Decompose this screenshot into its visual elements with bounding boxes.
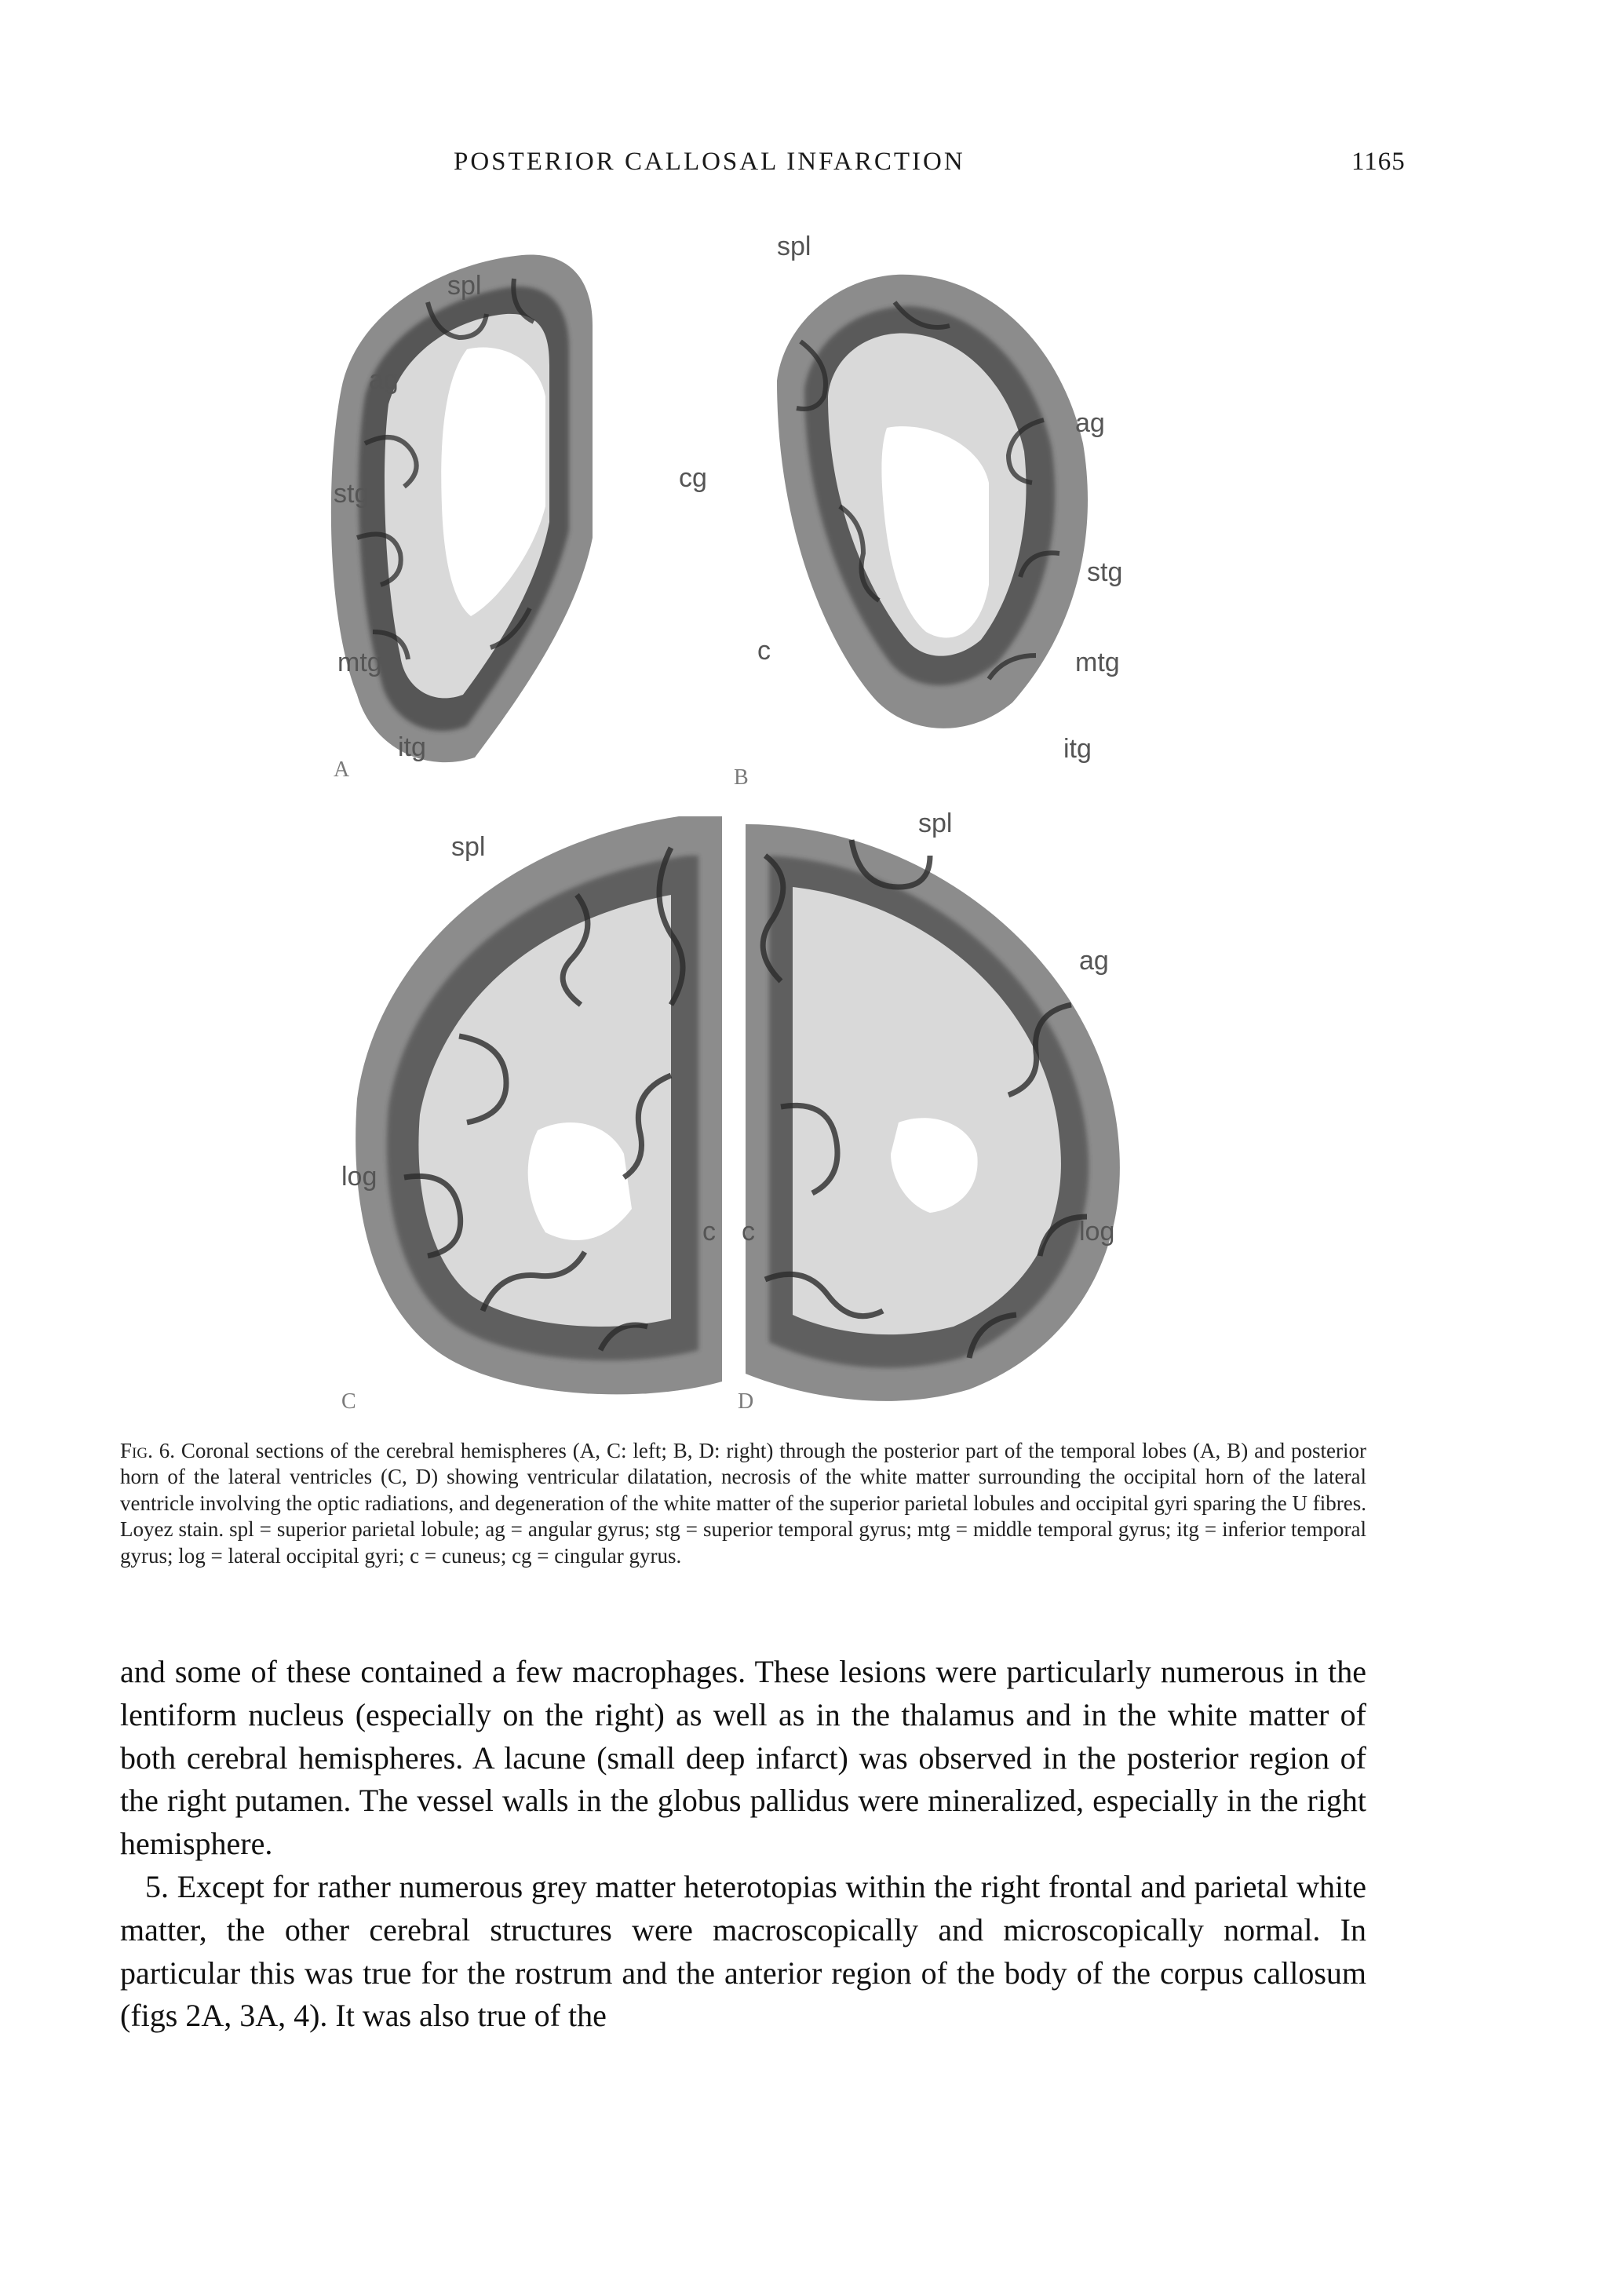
label-d-c: c: [742, 1217, 755, 1247]
running-head: [0, 148, 1601, 182]
panel-letter-a: A: [334, 757, 350, 782]
label-a-spl: spl: [447, 271, 482, 301]
label-b-c: c: [757, 636, 771, 666]
label-a-cg: cg: [679, 463, 707, 493]
paragraph-1: and some of these contained a few macrophages. These lesions were particularly numerous in the lentiform nucleus (especially on the right) as well as in the thalamus and in the white matter of both cerebral hemispheres. A lacune (small deep infarct) was observed in the posterior region of the right putamen. The vessel walls in the globus pallidus were mineralized, especially in the right hemisphere.: [120, 1654, 1366, 1862]
page-number: 1165: [1351, 148, 1406, 176]
label-b-stg: stg: [1087, 557, 1123, 587]
label-c-log: log: [341, 1162, 377, 1192]
panel-d-section-image: [734, 809, 1138, 1417]
label-d-spl: spl: [918, 809, 953, 838]
label-a-itg: itg: [398, 732, 426, 762]
label-b-ag: ag: [1075, 408, 1105, 438]
panel-c-section-image: [341, 801, 730, 1417]
panel-c: [341, 801, 730, 1417]
figure-label: Fig. 6.: [120, 1439, 175, 1462]
panel-letter-b: B: [734, 765, 749, 790]
panel-b: [730, 224, 1138, 793]
panel-letter-c: C: [341, 1389, 356, 1414]
figure-6: [310, 208, 1346, 1417]
paragraph-2: 5. Except for rather numerous grey matter heterotopias within the right frontal and parietal white matter, the other cerebral structures were macroscopically and microscopically normal. In particular this was true for the rostrum and the anterior region of the body of the corpus callosum (figs 2A, 3A, 4). It was also true of the: [120, 1868, 1366, 2034]
label-d-log: log: [1079, 1217, 1115, 1247]
label-a-ag: ag: [369, 365, 399, 395]
label-c-c: c: [702, 1217, 716, 1247]
body-text: [120, 1651, 1366, 2038]
figure-caption: [120, 1438, 1366, 1569]
label-d-ag: ag: [1079, 946, 1109, 976]
panel-d: [734, 809, 1138, 1417]
label-a-stg: stg: [334, 479, 370, 509]
running-title: POSTERIOR CALLOSAL INFARCTION: [454, 148, 965, 176]
panel-b-section-image: [730, 224, 1138, 793]
label-a-mtg: mtg: [337, 648, 382, 677]
panel-a-section-image: [310, 208, 718, 793]
caption-text: Coronal sections of the cerebral hemispheres (A, C: left; B, D: right) through the posterior part of the temporal lobes (A, B) and posterior horn of the lateral ventricles (C, D) showing ventricular dilatation, necrosis of the white matter surrounding the occipital horn of the lateral ventricle involving the optic radiations, and degeneration of the white matter of the superior parietal lobules and occipital gyri sparing the U fibres. Loyez stain. spl = superior parietal lobule; ag = angular gyrus; stg = superior temporal gyrus; mtg = middle temporal gyrus; itg = inferior temporal gyrus; log = lateral occipital gyri; c = cuneus; cg = cingular gyrus.: [120, 1439, 1367, 1568]
label-c-spl: spl: [451, 832, 486, 862]
label-b-itg: itg: [1063, 734, 1092, 764]
panel-letter-d: D: [738, 1389, 754, 1414]
label-b-mtg: mtg: [1075, 648, 1120, 677]
label-b-spl: spl: [777, 232, 811, 261]
panel-a: [310, 208, 718, 793]
